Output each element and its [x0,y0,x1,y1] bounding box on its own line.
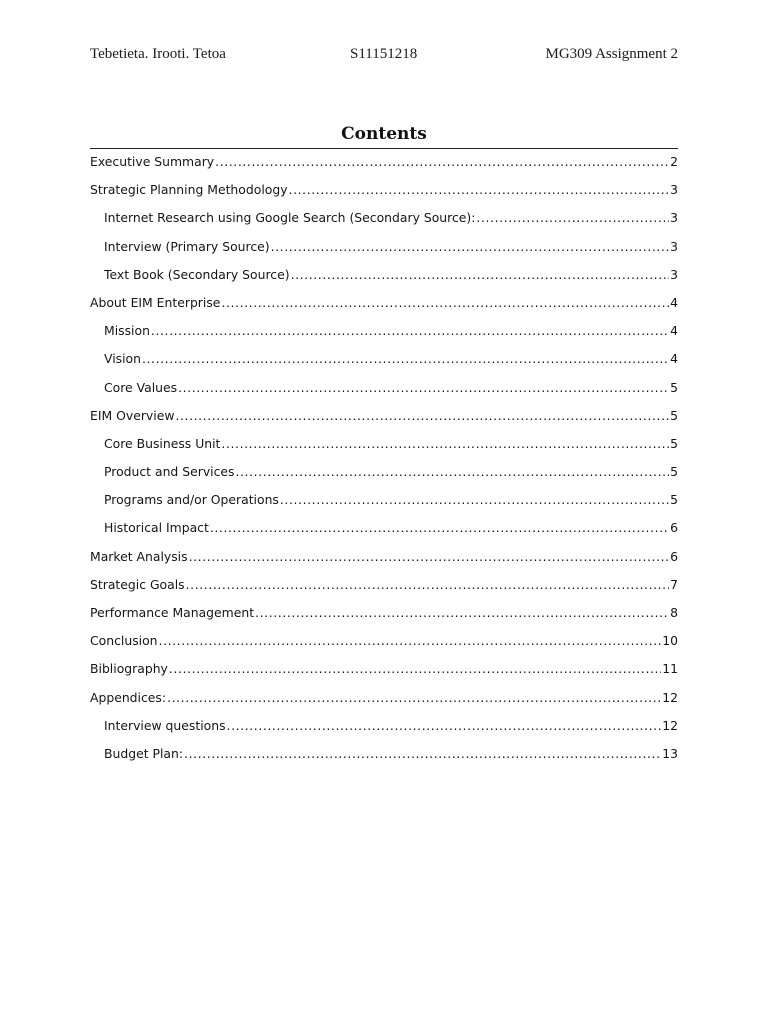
toc-entry-internet-research[interactable] [90,208,678,236]
toc-entry-page: 4 [670,351,678,367]
toc-entry-budget-plan[interactable] [90,744,678,772]
toc-entry-title: Bibliography [90,661,168,677]
toc-entry-page: 12 [662,689,678,705]
toc-entry-title: Strategic Planning Methodology [90,182,288,198]
toc-entry-about-eim-enterprise[interactable] [90,293,678,321]
toc-entry-strategic-goals[interactable] [90,575,678,603]
toc-entry-title: Internet Research using Google Search (Secondary Source): [104,210,476,226]
toc-entry-interview-questions[interactable] [90,716,678,744]
toc-entry-page: 3 [670,182,678,198]
toc-entry-page: 6 [670,548,678,564]
toc-entry-page: 12 [662,717,678,733]
toc-entry-page: 5 [670,379,678,395]
toc-entry-text-book[interactable] [90,265,678,293]
toc-entry-page: 3 [670,266,678,282]
toc-entry-page: 3 [670,238,678,254]
header-course: MG309 Assignment 2 [545,46,678,62]
toc-entry-page: 4 [670,294,678,310]
toc-dot-leader [184,744,661,764]
toc-entry-title: Text Book (Secondary Source) [104,266,290,282]
toc-dot-leader [169,659,661,679]
toc-entry-page: 5 [670,435,678,451]
toc-entry-title: Appendices: [90,689,167,705]
toc-dot-leader [189,547,670,567]
toc-entry-appendices[interactable] [90,688,678,716]
toc-dot-leader [186,575,669,595]
toc-dot-leader [159,631,662,651]
toc-entry-interview[interactable] [90,237,678,265]
toc-dot-leader [476,208,669,228]
toc-dot-leader [221,293,669,313]
toc-entry-core-values[interactable] [90,378,678,406]
toc-entry-title: Market Analysis [90,548,188,564]
toc-entry-page: 3 [670,210,678,226]
toc-entry-page: 5 [670,492,678,508]
toc-entry-page: 13 [662,745,678,761]
toc-entry-title: EIM Overview [90,407,175,423]
toc-entry-core-business-unit[interactable] [90,434,678,462]
toc-dot-leader [167,688,661,708]
toc-dot-leader [280,490,669,510]
toc-dot-leader [291,265,670,285]
toc-dot-leader [175,406,669,426]
toc-entry-performance-management[interactable] [90,603,678,631]
toc-entry-title: Executive Summary [90,154,215,169]
toc-entry-bibliography[interactable] [90,659,678,687]
toc-entry-page: 11 [662,661,678,677]
toc-entry-title: Core Values [104,379,178,395]
toc-heading: Contents [341,124,427,144]
toc-dot-leader [227,716,662,736]
toc-entry-page: 5 [670,464,678,480]
toc-entry-product-and-services[interactable] [90,462,678,490]
toc-entry-page: 10 [662,633,678,649]
toc-entry-page: 6 [670,520,678,536]
toc-entry-vision[interactable] [90,349,678,377]
toc-dot-leader [271,237,670,257]
toc-entry-title: Conclusion [90,633,158,649]
toc-entry-historical-impact[interactable] [90,518,678,546]
table-of-contents [90,152,678,772]
toc-entry-page: 8 [670,605,678,620]
toc-entry-page: 4 [670,323,678,339]
toc-dot-leader [289,180,670,200]
toc-entry-programs-operations[interactable] [90,490,678,518]
header-author: Tebetieta. Irooti. Tetoa [90,46,226,62]
toc-entry-page: 2 [670,154,678,169]
toc-entry-page: 7 [670,576,678,592]
toc-entry-market-analysis[interactable] [90,547,678,575]
toc-entry-page: 5 [670,407,678,423]
toc-entry-title: Interview (Primary Source) [104,238,270,254]
toc-entry-title: Vision [104,351,141,367]
toc-entry-title: Strategic Goals [90,576,185,592]
page-header [90,46,678,66]
toc-entry-title: About EIM Enterprise [90,294,221,310]
toc-entry-title: Budget Plan: [104,745,184,761]
toc-dot-leader [221,434,669,454]
toc-entry-eim-overview[interactable] [90,406,678,434]
toc-heading-rule [90,148,678,149]
toc-entry-strategic-planning-methodology[interactable] [90,180,678,208]
toc-entry-conclusion[interactable] [90,631,678,659]
toc-entry-title: Interview questions [104,717,226,733]
header-student-id: S11151218 [350,46,418,62]
toc-entry-title: Programs and/or Operations [104,492,279,508]
toc-dot-leader [255,603,669,623]
toc-dot-leader [235,462,669,482]
toc-entry-title: Historical Impact [104,520,209,536]
toc-dot-leader [151,321,669,341]
toc-entry-title: Core Business Unit [104,435,221,451]
toc-entry-title: Mission [104,323,150,339]
toc-entry-title: Performance Management [90,605,255,620]
toc-dot-leader [178,378,669,398]
toc-entry-title: Product and Services [104,464,235,480]
toc-entry-mission[interactable] [90,321,678,349]
toc-entry-executive-summary[interactable] [90,152,678,180]
toc-dot-leader [215,152,669,172]
toc-dot-leader [210,518,669,538]
toc-dot-leader [142,349,669,369]
